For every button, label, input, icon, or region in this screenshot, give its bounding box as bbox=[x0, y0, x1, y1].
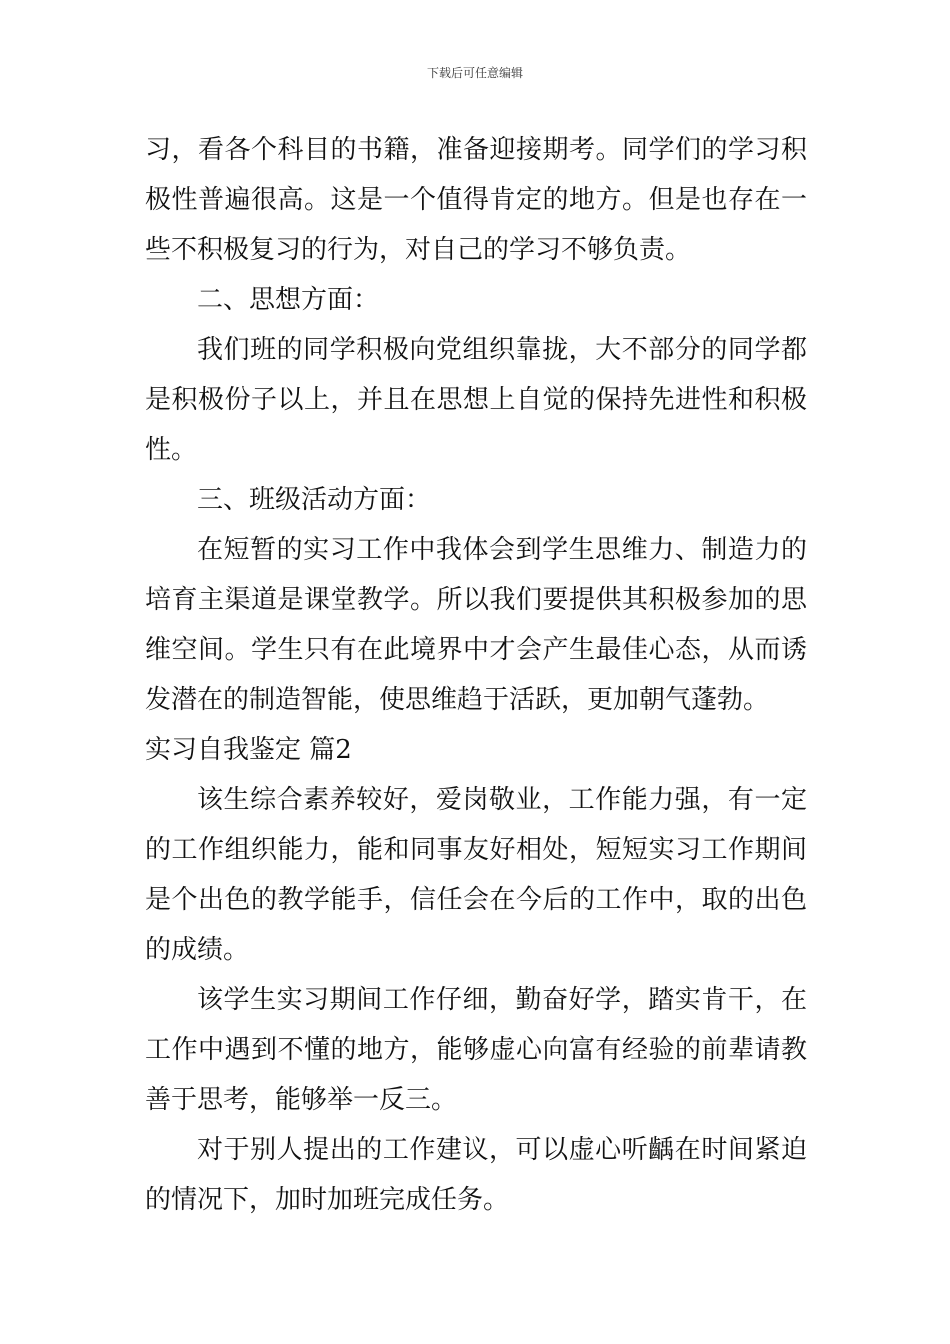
paragraph-line: 对于别人提出的工作建议，可以虚心听齲在时间紧迫 bbox=[197, 1135, 807, 1165]
paragraph-line: 些不积极复习的行为，对自己的学习不够负责。 bbox=[145, 235, 692, 265]
paragraph-line: 在短暂的实习工作中我体会到学生思维力、制造力的 bbox=[197, 535, 807, 565]
paragraph-line: 该学生实习期间工作仔细，勤奋好学，踏实肯干，在 bbox=[197, 985, 807, 1015]
page-header: 下载后可任意编辑 bbox=[426, 66, 523, 80]
paragraph-line: 培育主渠道是课堂教学。所以我们要提供其积极参加的思 bbox=[145, 585, 807, 615]
paragraph-line: 我们班的同学积极向党组织靠拢，大不部分的同学都 bbox=[197, 335, 807, 365]
section-heading-class-activities: 三、班级活动方面： bbox=[197, 485, 432, 515]
paragraph-line: 是个出色的教学能手，信任会在今后的工作中，取的出色 bbox=[145, 885, 807, 915]
paragraph-line: 善于思考，能够举一反三。 bbox=[145, 1085, 458, 1115]
paragraph-line: 是积极份子以上，并且在思想上自觉的保持先进性和积极 bbox=[145, 385, 807, 415]
paragraph-line: 工作中遇到不懂的地方，能够虚心向富有经验的前辈请教 bbox=[145, 1035, 807, 1065]
paragraph-line: 习，看各个科目的书籍，准备迎接期考。同学们的学习积 bbox=[145, 135, 807, 165]
section-heading-thought: 二、思想方面： bbox=[197, 285, 380, 315]
paragraph-line: 的情况下，加时加班完成任务。 bbox=[145, 1185, 510, 1215]
paragraph-line: 维空间。学生只有在此境界中才会产生最佳心态，从而诱 bbox=[145, 635, 807, 665]
paragraph-line: 该生综合素养较好，爱岗敬业，工作能力强，有一定 bbox=[197, 785, 807, 815]
paragraph-line: 性。 bbox=[145, 435, 198, 465]
paragraph-line: 的工作组织能力，能和同事友好相处，短短实习工作期间 bbox=[145, 835, 807, 865]
document-body bbox=[145, 125, 807, 1225]
paragraph-line: 极性普遍很高。这是一个值得肯定的地方。但是也存在一 bbox=[145, 185, 807, 215]
article-title: 实习自我鉴定 篇2 bbox=[145, 735, 352, 765]
paragraph-line: 发潜在的制造智能，使思维趋于活跃，更加朝气蓬勃。 bbox=[145, 685, 770, 715]
paragraph-line: 的成绩。 bbox=[145, 935, 250, 965]
